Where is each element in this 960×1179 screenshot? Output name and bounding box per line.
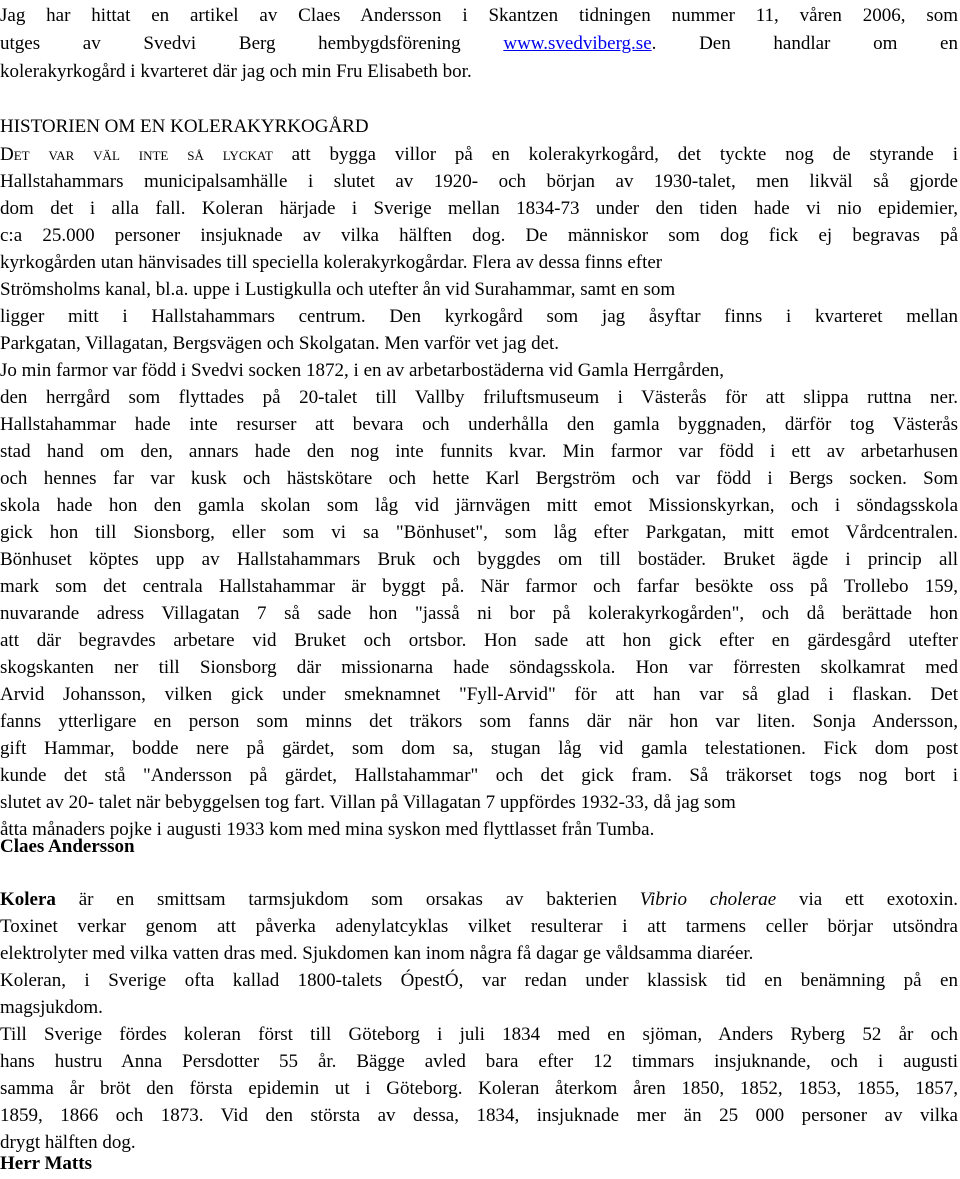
article-line: åtta månaders pojke i augusti 1933 kom med mina syskon med flyttlasset från Tumba.	[0, 819, 655, 840]
article-line: ligger mitt i Hallstahammars centrum. Den kyrkogård som jag åsyftar finns i kvarteret mellan	[0, 306, 958, 327]
kolera-line: samma år bröt den första epidemin ut i Göteborg. Koleran återkom åren 1850, 1852, 1853, 1855, 1857,	[0, 1078, 958, 1099]
article-heading: HISTORIEN OM EN KOLERAKYRKOGÅRD	[0, 116, 369, 137]
article-line: och hennes far var kusk och hästskötare och hette Karl Bergström och var född i Bergs socken. Som	[0, 468, 958, 489]
article-line: Hallstahammars municipalsamhälle i slutet av 1920- och början av 1930-talet, men likväl så gjorde	[0, 171, 958, 192]
article-line: skola hade hon den gamla skolan som låg vid järnvägen mitt emot Missionskyrkan, och i söndagsskola	[0, 495, 958, 516]
kolera-line: drygt hälften dog.	[0, 1132, 136, 1153]
hembygdsforening-link[interactable]: www.svedviberg.se	[503, 33, 652, 54]
intro-line	[0, 30, 958, 58]
article-line: gift Hammar, bodde nere på gärdet, som dom sa, stugan låg vid gamla telestationen. Fick dom post	[0, 738, 958, 759]
article-line: nuvarande adress Villagatan 7 så sade hon "jasså ni bor på kolerakyrkogården", och då berättade hon	[0, 603, 958, 624]
kolera-line: Till Sverige fördes koleran först till Göteborg i juli 1834 med en sjöman, Anders Ryberg 52 år och	[0, 1024, 958, 1045]
article-line: c:a 25.000 personer insjuknade av vilka hälften dog. De människor som dog fick ej begravas på	[0, 225, 958, 246]
article-lead: Det var väl inte så lyckat	[0, 144, 273, 165]
intro-line: Jag har hittat en artikel av Claes Andersson i Skantzen tidningen nummer 11, våren 2006, som	[0, 5, 958, 26]
article-line: slutet av 20- talet när bebyggelsen tog fart. Villan på Villagatan 7 uppfördes 1932-33, då jag som	[0, 792, 736, 813]
article-line: den herrgård som flyttades på 20-talet till Vallby friluftsmuseum i Västerås för att slippa ruttna ner.	[0, 387, 958, 408]
article-text: att bygga villor på en kolerakyrkogård, det tyckte nog de styrande i	[272, 144, 958, 165]
article-line: kunde det stå "Andersson på gärdet, Hallstahammar" och det gick fram. Så träkorset togs nog bort i	[0, 765, 958, 786]
kolera-line	[0, 886, 958, 914]
intro-text: utges av Svedvi Berg hembygdsförening	[0, 33, 504, 54]
kolera-term: Kolera	[0, 889, 56, 910]
article-line: dom det i alla fall. Koleran härjade i Sverige mellan 1834-73 under den tiden hade vi nio epidemier,	[0, 198, 958, 219]
article-line: Hallstahammar hade inte resurser att bevara och underhålla den gamla byggnaden, därför tog Västerås	[0, 414, 958, 435]
article-line: mark som det centrala Hallstahammar är byggt på. När farmor och farfar besökte oss på Trollebo 159,	[0, 576, 958, 597]
article-line: Arvid Johansson, vilken gick under smeknamnet "Fyll-Arvid" för att han var så glad i flaskan. Det	[0, 684, 958, 705]
article-line: fanns ytterligare en person som minns det träkors som fanns där när hon var liten. Sonja Andersson,	[0, 711, 958, 732]
kolera-line: Toxinet verkar genom att påverka adenylatcyklas vilket resulterar i att tarmens celler börjar utsöndra	[0, 916, 958, 937]
article-line: Jo min farmor var född i Svedvi socken 1872, i en av arbetarbostäderna vid Gamla Herrgården,	[0, 360, 725, 381]
intro-line: kolerakyrkogård i kvarteret där jag och min Fru Elisabeth bor.	[0, 61, 472, 82]
article-line: kyrkogården utan hänvisades till speciella kolerakyrkogårdar. Flera av dessa finns efter	[0, 252, 663, 273]
kolera-line: magsjukdom.	[0, 997, 103, 1018]
article-line: att där begravdes arbetare vid Bruket och ortsbor. Hon sade att hon gick efter en gärdesgård utefter	[0, 630, 958, 651]
article-line	[0, 141, 958, 169]
kolera-signature: Herr Matts	[0, 1153, 92, 1174]
kolera-line: 1859, 1866 och 1873. Vid den största av dessa, 1834, insjuknade mer än 25 000 personer av vilka	[0, 1105, 958, 1126]
article-line: Parkgatan, Villagatan, Bergsvägen och Skolgatan. Men varför vet jag det.	[0, 333, 560, 354]
article-line: Strömsholms kanal, bl.a. uppe i Lustigkulla och utefter ån vid Surahammar, samt en som	[0, 279, 676, 300]
kolera-line: elektrolyter med vilka vatten dras med. Sjukdomen kan inom några få dagar ge våldsamma diaréer.	[0, 943, 754, 964]
article-line: gick hon till Sionsborg, eller som vi sa "Bönhuset", som låg efter Parkgatan, mitt emot Vårdcentralen.	[0, 522, 958, 543]
article-line: stad hand om den, annars hade den nog inte funnits kvar. Min farmor var född i ett av arbetarhusen	[0, 441, 958, 462]
kolera-text: via ett exotoxin.	[776, 889, 958, 910]
article-line: skogskanten ner till Sionsborg där missionarna hade söndagsskola. Hon var förresten skolkamrat med	[0, 657, 958, 678]
kolera-text: är en smittsam tarmsjukdom som orsakas av bakterien	[55, 889, 640, 910]
intro-text: . Den handlar om en	[651, 33, 958, 54]
kolera-line: hans hustru Anna Persdotter 55 år. Bägge avled bara efter 12 timmars insjuknande, och i augusti	[0, 1051, 958, 1072]
bacteria-name: Vibrio cholerae	[639, 889, 777, 910]
article-line: Bönhuset köptes upp av Hallstahammars Bruk och byggdes om till bostäder. Bruket ägde i princip all	[0, 549, 958, 570]
article-signature: Claes Andersson	[0, 836, 135, 857]
kolera-line: Koleran, i Sverige ofta kallad 1800-talets ÓpestÓ, var redan under klassisk tid en benämning på en	[0, 970, 958, 991]
